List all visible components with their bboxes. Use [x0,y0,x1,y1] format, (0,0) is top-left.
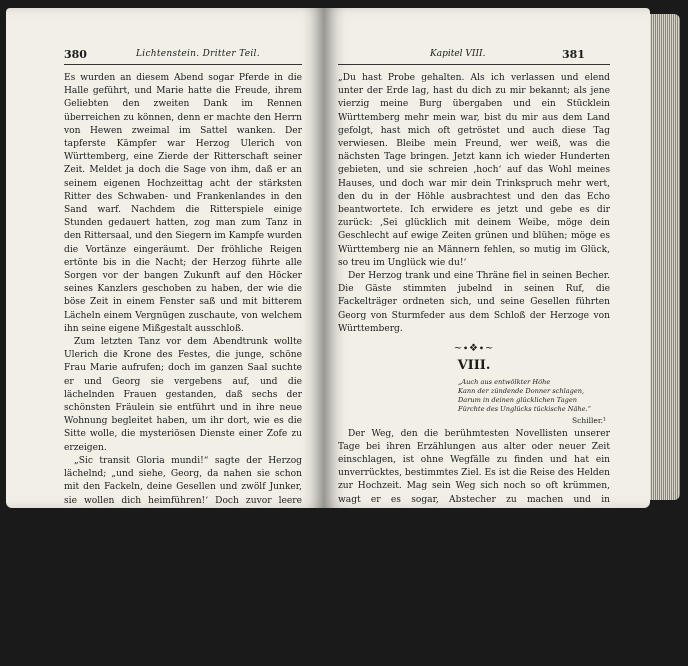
paragraph: Ulerich sah ihn lange und nicht ohne Rührung an; er drückte seine Hand und sagte: [64,640,302,664]
left-page-number: 380 [64,48,87,61]
right-page [324,8,650,587]
motto-line: Darum in deinen glücklichen Tagen [458,396,577,405]
motto-line: „Auch aus entwölkter Höhe [458,378,551,387]
paragraph: Der Herzog trank und eine Thräne fiel in seinen Becher. Die Gäste stimmten jubelnd in seinen Ruf, die Fackelträger ordneten sich, und seine Gesellen führten Georg von Sturmfeder aus dem Schloß der Herzoge von Württemberg. [338,271,610,334]
motto-line: Kann der zündende Donner schlagen, [458,387,585,396]
paragraph: Zum letzten Tanz vor dem Abendtrunk wollte Ulerich die Krone des Festes, die junge, schöne Frau Marie aufrufen; doch im ganzen Saal suchte er und Georg sie vergebens auf, und die lächelnden Frauen gestanden, daß sechs der schönsten Fräulein sie entführt und in ihre neue Wohnung begleitet haben, um ihr dort, wie es die Sitte wolle, die mysteriösen Dienste einer Zofe zu erzeigen. [64,337,302,453]
right-page-number: 381 [562,48,585,61]
section-ornament: ~∙❖∙~ [453,343,495,355]
footnote: ¹ Worte des Chorführers Cajetan aus der „Braut von Messina“. [350,578,557,587]
left-running-head: Lichtenstein. Dritter Teil. [136,49,260,59]
chapter-motto [458,378,610,414]
right-page-body [338,72,610,588]
right-running-head: Kapitel VIII. [430,49,486,59]
paragraph: Es wurden an diesem Abend sogar Pferde in die Halle geführt, und Marie hatte die Freude, ihrem Geliebten den zweiten Dank im Rennen überreichen zu können, denn er machte den Herrn von Hewen zweimal im Sattel wanken. Der tapferste Kämpfer war Herzog Ulerich von Württemberg, eine Zierde der Ritterschaft seiner Zeit. Meldet ja doch die Sage von ihm, daß er an seinem eigenen Hochzeittag acht der stärksten Ritter des Schwaben- und Frankenlandes in den Sand warf. Nachdem die Ritterspiele einige Stunden gedauert hatten, zog man zum Tanz in den Rittersaal, und den Siegern im Kampfe wurden die Vortänze eingeräumt. Der fröhliche Reigen ertönte bis in die Nacht; der Herzog führte alle Sorgen vor der bangen Zukunft auf den Höcker seines Kanzlers geschoben zu haben, der wie die böse Zeit in einem Fenster saß und mit bitterem Lächeln einem Vergnügen zuschaute, von welchem ihn seine eigene Mißgestalt ausschloß. [64,73,302,334]
paragraph: „Du hast Probe gehalten. Als ich verlassen und elend unter der Erde lag, hast du dich zu mir bekannt; als jene vierzig meine Burg übergaben und ein Stücklein Württemberg mehr mein war, bist du mir aus dem Land gefolgt, hast mich oft getröstet und auch diese Tag verwiesen. Bleibe mein Freund, wer weiß, was die nächsten Tage bringen. Jetzt kann ich wieder Hunderten gebieten, und sie schreien ‚hoch‘ auf das Wohl meines Hauses, und doch war mir dein Trinkspruch mehr wert, den du in der Höhle ausbrachtest und den das Echo beantwortete. Ich erwidere es jetzt und gebe es dir zurück: ‚Sei glücklich mit deinem Weibe, möge dein Geschlecht auf ewige Zeiten grünen und blühen; möge es Württemberg nie an Männern fehlen, so mutig im Glück, so treu im Unglück wie du!‘ [338,73,610,268]
page-edges [650,14,680,500]
right-header-rule [338,64,610,65]
motto-line: Fürchte des Unglücks tückische Nähe.“ [458,405,592,414]
left-header-rule [64,64,302,65]
motto-author: Schiller.¹ [572,416,606,426]
left-page-body [64,72,302,666]
left-page [6,8,324,664]
paragraph: „Sic transit Gloria mundi!“ sagte der Herzog lächelnd; „und siehe, Georg, da nahen sie schon mit den Fackeln, deine Gesellen und zwölf Junker, sie wollen dich heimführen!‘ Doch zuvor leere noch einen Becher mit uns – geh' Mundschenk! bring' vom besten.“ [64,455,302,532]
paragraph: Der Weg, den die berühmtesten Novellisten unserer Tage bei ihren Erzählungen aus alter oder neuer Zeit einschlagen, ist ohne Wegfälle zu finden und hat ein unverrücktes, bestimmtes Ziel. Es ist die Reise des Helden zur Hochzeit. Mag sein Weg sich noch so oft krümmen, wagt er es sogar, Abstecher zu machen und in Wirtshäusern und Burgen ungebührlich lange zu verweilen, er eilt nachher um so rascheren Schrittes seinem Ziele zu, und wenn er endlich nach so vielen Leiden mit gehöriger Würde in die Brautkammer geschoben ist, pflegt der Autor dem [338,428,610,571]
paragraph: Marx Stumpf von Schweinsberg und Dietrich von Kraft nahten sich mit Fackeln und boten sich an, Georg nach Hause zu geleiten. An sie schlossen sich zwölf Junker, ebenfalls mit Fackeln an, um dem jungen Mann diese Ehre zu erweisen, denn so wollte es die Sitte der guten alten Zeit. Der Mundschenk goß die Becher voll und kredenzte sie seinem Herzog und Georg von Sturmfeder. [64,535,302,638]
chapter-heading: VIII. [457,358,491,374]
